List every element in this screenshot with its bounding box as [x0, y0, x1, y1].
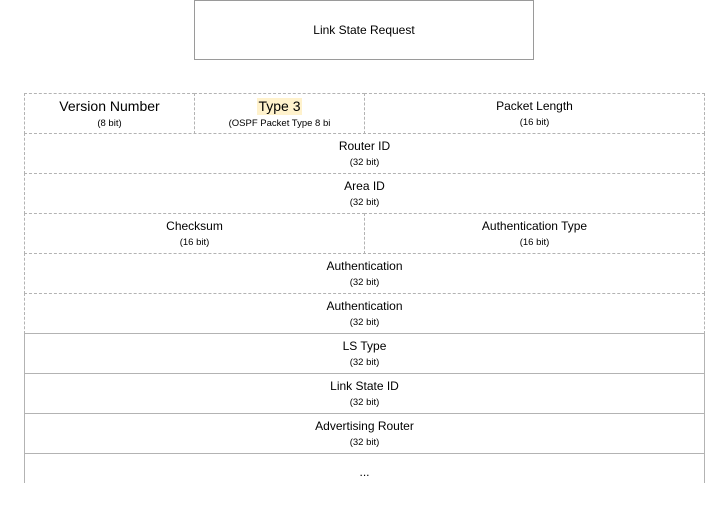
field-bits: (32 bit) [349, 196, 380, 208]
field-router-id [24, 133, 705, 174]
field-packet-type [194, 93, 365, 134]
field-packet-length [364, 93, 705, 134]
field-name: Type 3 [258, 97, 301, 114]
field-name: Checksum [166, 218, 223, 233]
field-bits: (32 bit) [349, 396, 380, 408]
field-authentication-type [364, 213, 705, 254]
field-bits: (8 bit) [97, 117, 122, 129]
field-bits: (16 bit) [179, 236, 210, 248]
field-authentication-2 [24, 293, 705, 334]
field-name: Advertising Router [315, 418, 414, 433]
continuation-ellipsis: ... [359, 465, 370, 479]
field-name: Version Number [59, 97, 160, 114]
field-bits: (32 bit) [349, 156, 380, 168]
field-link-state-id [24, 373, 705, 414]
field-bits: (OSPF Packet Type 8 bi [228, 117, 331, 129]
field-version-number [24, 93, 195, 134]
field-name: Area ID [344, 178, 385, 193]
diagram-title-box [194, 0, 534, 60]
field-name: Link State ID [330, 378, 399, 393]
field-bits: (32 bit) [349, 356, 380, 368]
field-name: Authentication [326, 258, 403, 273]
field-name: Authentication [326, 298, 403, 313]
field-bits: (32 bit) [349, 436, 380, 448]
field-advertising-router [24, 413, 705, 454]
field-bits: (32 bit) [349, 316, 380, 328]
diagram-title: Link State Request [313, 23, 415, 37]
field-name: LS Type [342, 338, 387, 353]
field-bits: (16 bit) [519, 236, 550, 248]
field-name: Authentication Type [481, 218, 588, 233]
field-continuation [24, 453, 705, 483]
field-bits: (32 bit) [349, 276, 380, 288]
field-ls-type [24, 333, 705, 374]
field-bits: (16 bit) [519, 116, 550, 128]
field-name: Packet Length [496, 98, 573, 113]
field-authentication-1 [24, 253, 705, 294]
field-checksum [24, 213, 365, 254]
field-name: Router ID [338, 138, 391, 153]
field-area-id [24, 173, 705, 214]
